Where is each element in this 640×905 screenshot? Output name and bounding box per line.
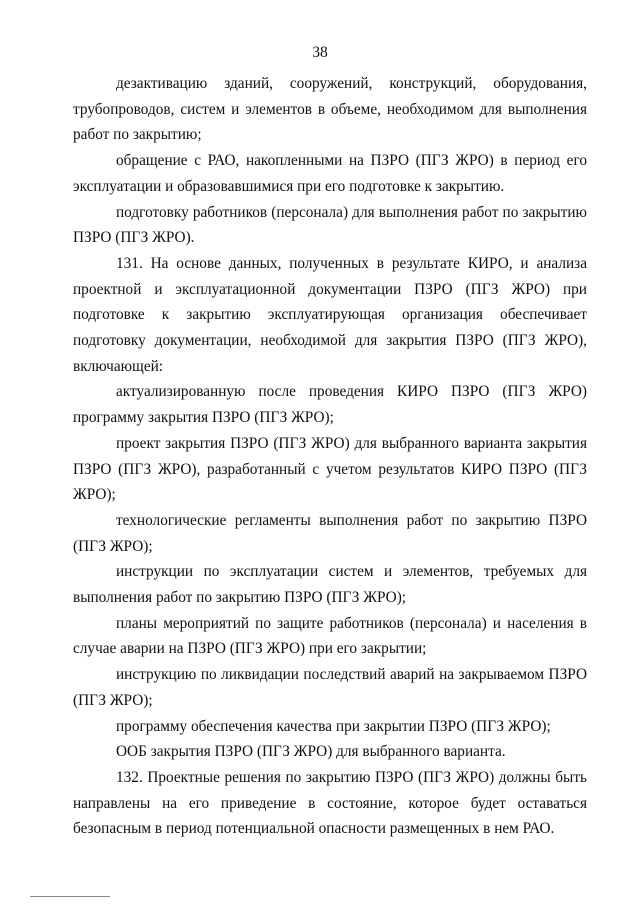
clause-132: 132. Проектные решения по закрытию ПЗРО (ПГЗ ЖРО) должны быть направлены на его приведение в состояние, которое будет оставаться безопасным в период потенциальной опасности размещенных в нем РАО. — [73, 768, 587, 838]
list-item-accident-liquidation: инструкцию по ликвидации последствий аварий на закрываемом ПЗРО (ПГЗ ЖРО); — [73, 666, 587, 709]
list-item-quality-program: программу обеспечения качества при закрытии ПЗРО (ПГЗ ЖРО); — [116, 717, 551, 735]
paragraph-decontamination: дезактивацию зданий, сооружений, конструкций, оборудования, трубопроводов, систем и элементов в объеме, необходимом для выполнения работ по закрытию; — [73, 75, 587, 144]
paragraph-rao-handling: обращение с РАО, накопленными на ПЗРО (ПГЗ ЖРО) в период его эксплуатации и образовавшимися при его подготовке к закрытию. — [73, 152, 587, 195]
list-item-safety-report: ООБ закрытия ПЗРО (ПГЗ ЖРО) для выбранного варианта. — [116, 743, 506, 761]
paragraph-personnel-training: подготовку работников (персонала) для выполнения работ по закрытию ПЗРО (ПГЗ ЖРО). — [73, 203, 587, 247]
list-item-protection-plans: планы мероприятий по защите работников (персонала) и населения в случае аварии на ПЗРО (ПГЗ ЖРО) при его закрытии; — [73, 614, 587, 658]
footnote-divider — [30, 896, 110, 897]
clause-131: 131. На основе данных, полученных в результате КИРО, и анализа проектной и эксплуатационной документации ПЗРО (ПГЗ ЖРО) при подготовке к закрытию эксплуатирующая организация обеспечивает подготовку документации, необходимой для закрытия ПЗРО (ПГЗ ЖРО), включающей: — [73, 254, 587, 375]
list-item-closure-program: актуализированную после проведения КИРО ПЗРО (ПГЗ ЖРО) программу закрытия ПЗРО (ПГЗ ЖРО); — [73, 383, 587, 427]
document-body — [73, 71, 587, 842]
list-item-closure-project: проект закрытия ПЗРО (ПГЗ ЖРО) для выбранного варианта закрытия ПЗРО (ПГЗ ЖРО), разработанный с учетом результатов КИРО ПЗРО (ПГЗ ЖРО); — [73, 434, 587, 504]
page-number: 38 — [312, 44, 328, 61]
list-item-technological-regulations: технологические регламенты выполнения работ по закрытию ПЗРО (ПГЗ ЖРО); — [73, 511, 587, 555]
list-item-operating-instructions: инструкции по эксплуатации систем и элементов, требуемых для выполнения работ по закрытию ПЗРО (ПГЗ ЖРО); — [73, 563, 587, 607]
